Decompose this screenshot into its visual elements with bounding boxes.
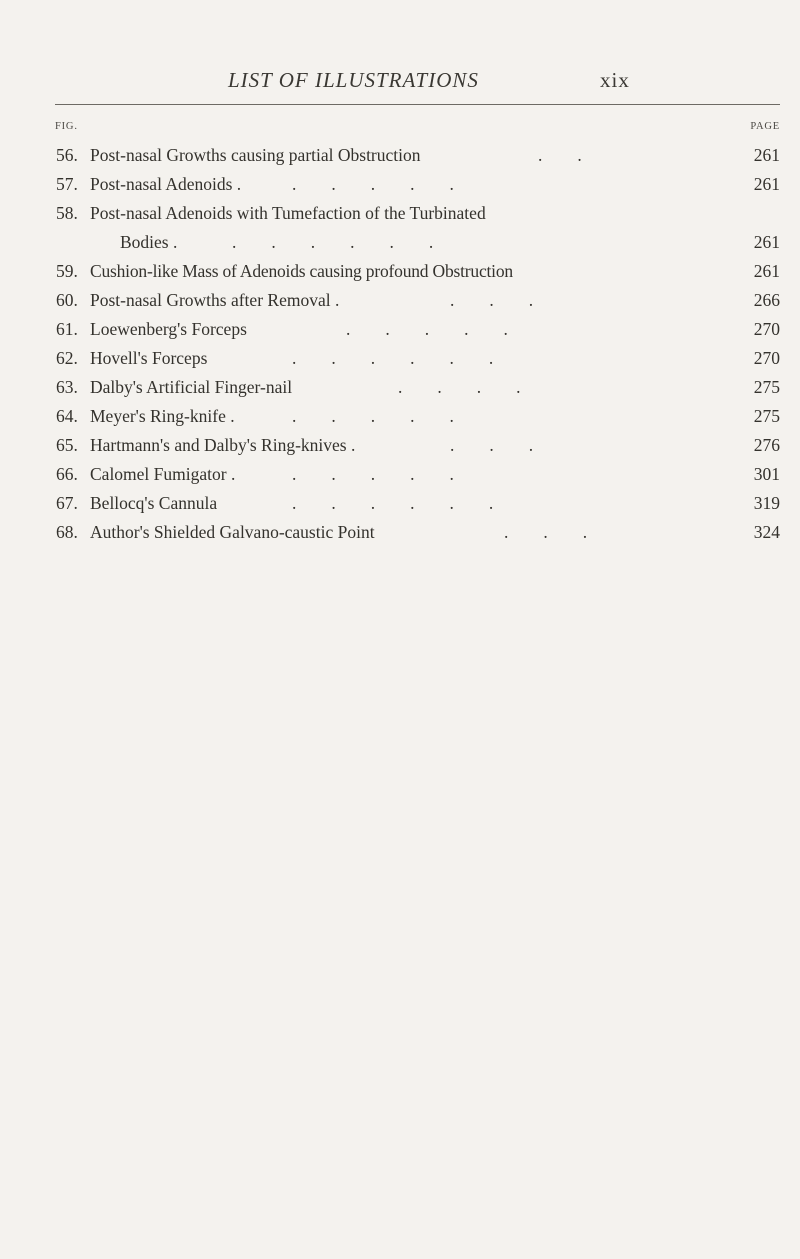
dot-leaders: . . . . bbox=[398, 377, 521, 397]
page-ref: 275 bbox=[753, 377, 780, 397]
figure-title: Cushion-like Mass of Adenoids causing profound Obstruction bbox=[90, 261, 513, 281]
figure-title: Dalby's Artificial Finger-nail bbox=[90, 377, 293, 397]
page-number: xix bbox=[600, 68, 630, 92]
running-head bbox=[0, 62, 800, 102]
figure-number: 63. bbox=[56, 377, 78, 397]
dot-leaders: . . . . . . bbox=[292, 348, 494, 368]
figure-title: Post-nasal Adenoids with Tumefaction of the Turbinated bbox=[90, 203, 486, 223]
list-entry bbox=[0, 517, 800, 547]
dot-leaders: . . . . . bbox=[292, 174, 454, 194]
dot-leaders: . . . . . . bbox=[232, 232, 434, 252]
dot-leaders: . . . . . bbox=[292, 406, 454, 426]
figure-title: Post-nasal Growths after Removal . bbox=[90, 290, 340, 310]
figure-number: 59. bbox=[56, 261, 78, 281]
page-ref: 261 bbox=[753, 145, 780, 165]
page-ref: 319 bbox=[753, 493, 780, 513]
page-ref: 270 bbox=[753, 319, 780, 339]
dot-leaders: . . . . . bbox=[346, 319, 508, 339]
list-entry bbox=[0, 372, 800, 402]
page-ref: 266 bbox=[753, 290, 780, 310]
figure-number: 62. bbox=[56, 348, 78, 368]
page-ref: 324 bbox=[753, 522, 780, 542]
figure-title: Author's Shielded Galvano-caustic Point bbox=[90, 522, 375, 542]
list-entry bbox=[0, 198, 800, 258]
figure-title: Post-nasal Growths causing partial Obstruction bbox=[90, 145, 421, 165]
list-entry bbox=[0, 314, 800, 344]
list-entry bbox=[0, 459, 800, 489]
header-rule bbox=[55, 104, 780, 105]
column-headings bbox=[55, 121, 780, 135]
list-entry bbox=[0, 140, 800, 170]
figure-number: 66. bbox=[56, 464, 78, 484]
list-entry bbox=[0, 343, 800, 373]
page-ref: 270 bbox=[753, 348, 780, 368]
figure-title: Meyer's Ring-knife . bbox=[90, 406, 235, 426]
running-title: LIST OF ILLUSTRATIONS bbox=[228, 68, 479, 92]
dot-leaders: . . . bbox=[504, 522, 588, 542]
dot-leaders: . . bbox=[538, 145, 582, 165]
page-ref: 261 bbox=[753, 232, 780, 252]
figure-title: Loewenberg's Forceps bbox=[90, 319, 247, 339]
list-entry bbox=[0, 169, 800, 199]
figure-number: 60. bbox=[56, 290, 78, 310]
page-ref: 261 bbox=[753, 174, 780, 194]
figure-title: Hovell's Forceps bbox=[90, 348, 208, 368]
dot-leaders: . . . bbox=[450, 290, 534, 310]
page-ref: 275 bbox=[753, 406, 780, 426]
figure-number: 67. bbox=[56, 493, 78, 513]
list-entry bbox=[0, 430, 800, 460]
figure-number: 58. bbox=[56, 203, 78, 223]
dot-leaders: . . . . . . bbox=[292, 493, 494, 513]
page-ref: 261 bbox=[753, 261, 780, 281]
fig-column-heading: FIG. bbox=[55, 121, 78, 132]
page-column-heading: PAGE bbox=[750, 121, 780, 132]
figure-title: Bellocq's Cannula bbox=[90, 493, 218, 513]
page-ref: 276 bbox=[753, 435, 780, 455]
list-entry bbox=[0, 401, 800, 431]
dot-leaders: . . . bbox=[450, 435, 534, 455]
figure-title-continuation: Bodies . bbox=[120, 232, 178, 252]
list-entry bbox=[0, 256, 800, 286]
figure-title: Calomel Fumigator . bbox=[90, 464, 236, 484]
figure-number: 56. bbox=[56, 145, 78, 165]
figure-number: 68. bbox=[56, 522, 78, 542]
figure-number: 64. bbox=[56, 406, 78, 426]
figure-number: 57. bbox=[56, 174, 78, 194]
figure-number: 61. bbox=[56, 319, 78, 339]
page-ref: 301 bbox=[753, 464, 780, 484]
figure-title: Hartmann's and Dalby's Ring-knives . bbox=[90, 435, 356, 455]
list-entry bbox=[0, 488, 800, 518]
dot-leaders: . . . . . bbox=[292, 464, 454, 484]
figure-number: 65. bbox=[56, 435, 78, 455]
list-entry bbox=[0, 285, 800, 315]
figure-title: Post-nasal Adenoids . bbox=[90, 174, 242, 194]
